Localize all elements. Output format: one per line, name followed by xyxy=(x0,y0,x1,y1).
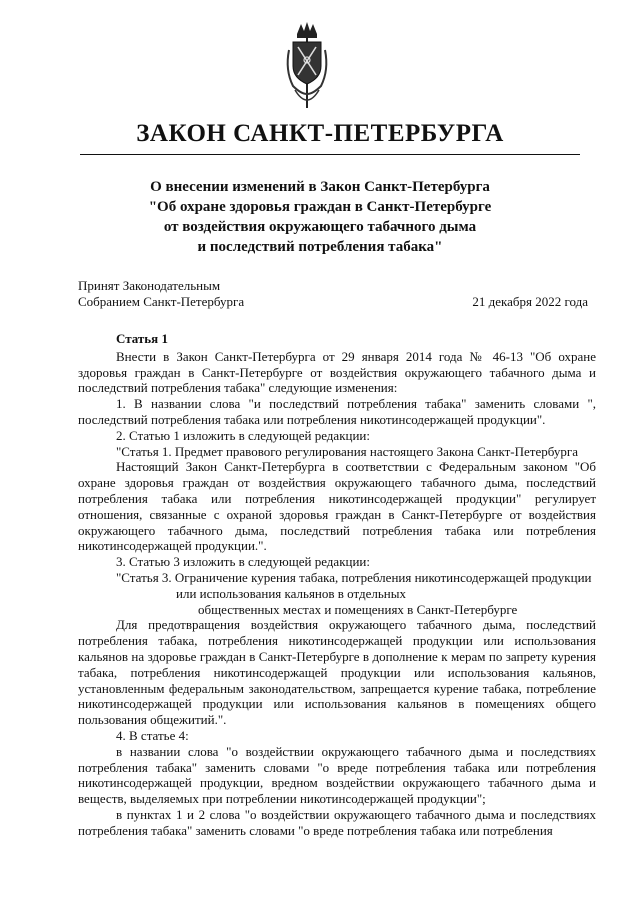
law-title: ЗАКОН САНКТ-ПЕТЕРБУРГА xyxy=(136,120,504,147)
paragraph: "Статья 3. Ограничение курения табака, потребления никотинсодержащей продукции xyxy=(116,569,592,585)
law-subject xyxy=(0,177,640,257)
subject-line: и последствий потребления табака" xyxy=(197,239,443,255)
paragraph: или использования кальянов в отдельных xyxy=(176,585,406,601)
subject-line: от воздействия окружающего табачного дыма xyxy=(163,219,477,235)
article-heading: Статья 1 xyxy=(116,331,168,346)
paragraph: 1. В названии слова "и последствий потребления табака" заменить словами ", последствий потребления табака или потребления никотинсодержащей продукции". xyxy=(78,396,596,427)
paragraph: Для предотвращения воздействия окружающего табачного дыма, последствий потребления табака, потребления никотинсодержащей продукции или использования кальянов на здоровье граждан в Санкт-Петербурге в дополнение к мерам по запрету курения табака, потребления никотинсодержащей продукции или использования кальянов, установленным федеральным законодательством, запрещается курение табака, потребление никотинсодержащей продукции или использования кальянов в помещениях общего пользования общежитий.". xyxy=(78,617,596,728)
paragraph: общественных местах и помещениях в Санкт-Петербурге xyxy=(198,601,518,617)
adoption-authority xyxy=(78,278,244,310)
adoption-line: Собранием Санкт-Петербурга xyxy=(78,294,245,309)
title-divider xyxy=(80,154,580,155)
paragraph: в пунктах 1 и 2 слова "о воздействии окружающего табачного дыма и последствиях потребления табака" заменить словами "о вреде потребления табака или потребления xyxy=(78,806,596,838)
paragraph: 2. Статью 1 изложить в следующей редакции: xyxy=(116,427,370,443)
paragraph: в названии слова "о воздействии окружающего табачного дыма и последствиях потребления табака" заменить словами "о вреде потребления табака или потребления никотинсодержащей продукции, вредном воздействии окружающего табачного дыма и веществ, выделяемых при потреблении никотинсодержащей продукции"; xyxy=(78,743,596,807)
law-body xyxy=(78,331,596,839)
adoption-date: 21 декабря 2022 года xyxy=(472,294,588,309)
subject-line: "Об охране здоровья граждан в Санкт-Петербурге xyxy=(148,199,492,215)
paragraph: Настоящий Закон Санкт-Петербурга в соответствии с Федеральным законом "Об охране здоровья граждан от воздействия окружающего табачного дыма, последствий потребления табака или потребления никотинсодержащей продукции" регулирует отношения, связанные с охраной здоровья граждан в Санкт-Петербурге от воздействия окружающего табачного дыма, последствий потребления табака или потребления никотинсодержащей продукции.". xyxy=(78,459,596,554)
paragraph: 4. В статье 4: xyxy=(116,727,189,743)
paragraph: Внести в Закон Санкт-Петербурга от 29 января 2014 года № 46-13 "Об охране здоровья граждан в Санкт-Петербурге от воздействия окружающего табачного дыма и последствий потребления табака" следующие изменения: xyxy=(78,348,596,396)
subject-line: О внесении изменений в Закон Санкт-Петербурга xyxy=(150,179,490,195)
paragraph: "Статья 1. Предмет правового регулирования настоящего Закона Санкт-Петербурга xyxy=(116,443,578,459)
coat-of-arms-icon xyxy=(279,20,335,112)
paragraph: 3. Статью 3 изложить в следующей редакции: xyxy=(116,554,370,570)
adoption-line: Принят Законодательным xyxy=(78,278,221,293)
